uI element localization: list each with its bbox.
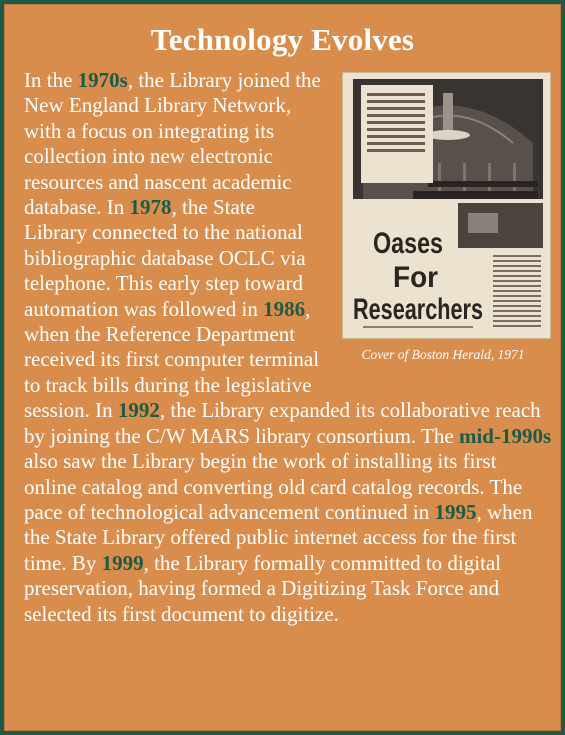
body-text (24, 68, 552, 627)
figure (334, 72, 552, 363)
svg-text:Oases: Oases (373, 227, 443, 260)
svg-text:Researchers: Researchers (353, 293, 483, 326)
year-highlight: 1978 (129, 195, 172, 220)
paragraph-text: In the (24, 68, 78, 92)
paragraph-text: , the Library formally committed to digital preservation, having formed a Digitizing Task Force and selected its first document to digitize. (24, 550, 502, 626)
newspaper-cover-image (342, 72, 551, 339)
year-highlight: 1970s (77, 68, 128, 92)
year-highlight: 1986 (263, 296, 306, 321)
paragraph-text: also saw the Library begin the work of installing its first online catalog and converting old card catalog records. The pace of technological advancement continued in (24, 449, 523, 524)
year-highlight: 1995 (434, 499, 477, 524)
paragraph-text: , when the State Library offered public internet access for the first time. By (24, 499, 533, 575)
figure-caption: Cover of Boston Herald, 1971 (361, 347, 525, 362)
paragraph-text: , the Library expanded its collaborative reach by joining the C/W MARS library consortium. The (24, 398, 541, 448)
year-highlight: mid-1990s (458, 423, 552, 448)
year-highlight: 1992 (117, 398, 160, 423)
exhibit-panel (4, 4, 561, 731)
svg-text:For: For (393, 261, 439, 294)
paragraph-text: , the State Library connected to the national bibliographic database OCLC via telephone. This early step toward automation was followed in (24, 195, 306, 321)
year-highlight: 1999 (101, 550, 144, 575)
page-title: Technology Evolves (150, 22, 415, 57)
paragraph-text: , when the Reference Department received its first computer terminal to track bills during the legislative session. In (24, 296, 320, 423)
paragraph-text: , the Library joined the New England Library Network, with a focus on integrating its collection into new electronic resources and nascent academic database. In (24, 68, 321, 220)
